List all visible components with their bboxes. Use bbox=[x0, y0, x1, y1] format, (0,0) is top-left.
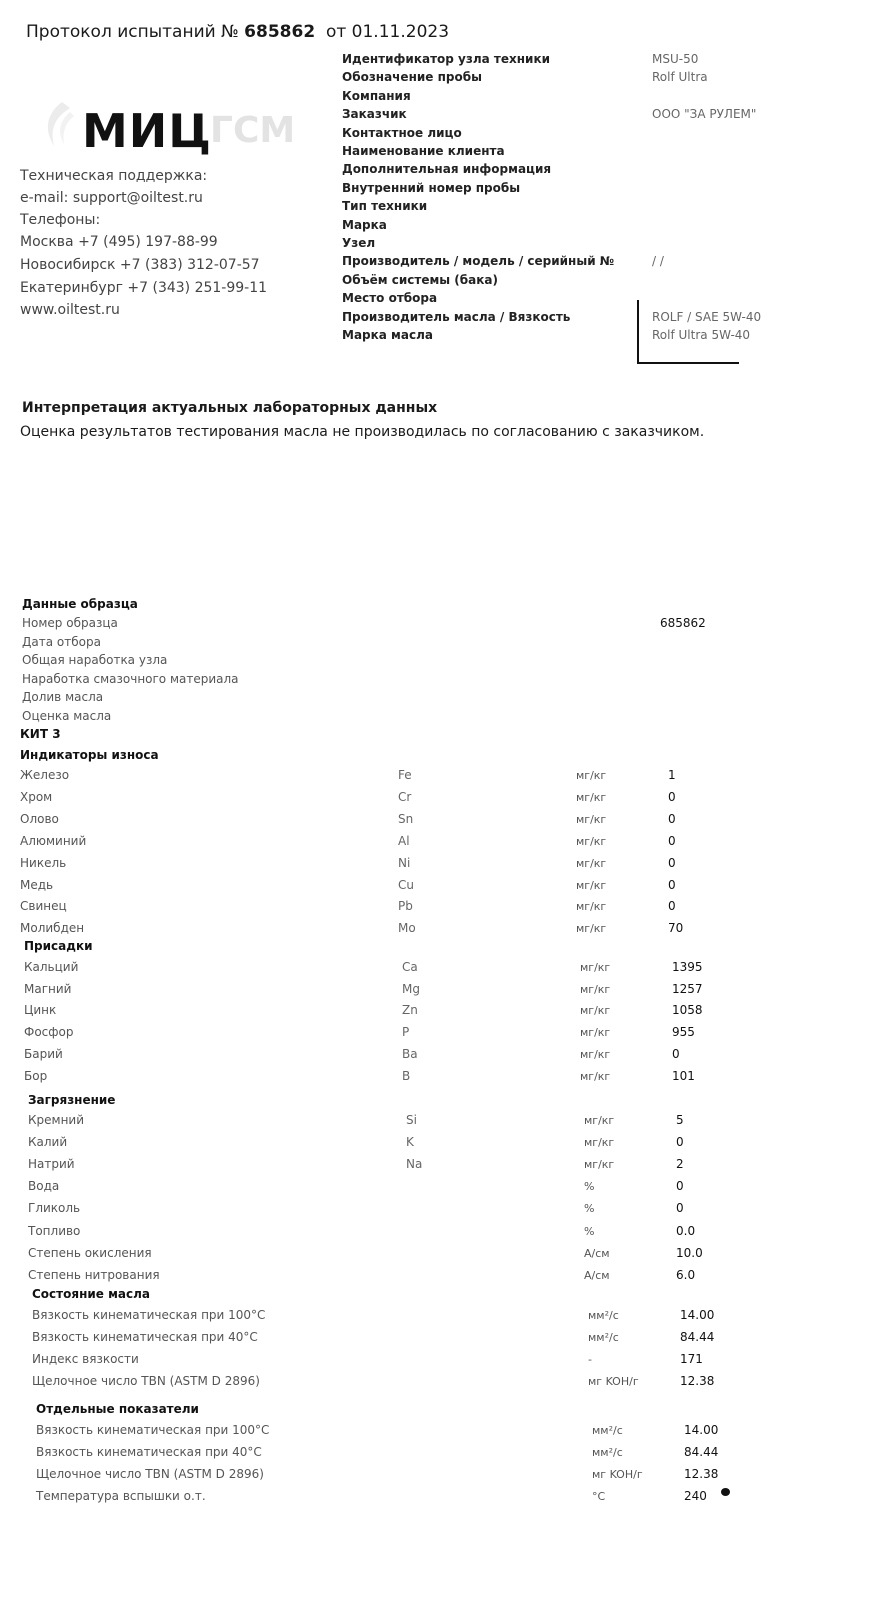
element-symbol: Ba bbox=[402, 1046, 418, 1061]
meta-value: ROLF / SAE 5W-40 bbox=[652, 309, 762, 324]
element-symbol: Ca bbox=[402, 960, 418, 974]
kit-label: КИТ 3 bbox=[20, 727, 61, 741]
parameter-name: Вода bbox=[28, 1179, 60, 1194]
unit-label: мг/кг bbox=[584, 1158, 615, 1172]
element-symbol: Mo bbox=[398, 921, 416, 936]
parameter-name: Вязкость кинематическая при 100°C bbox=[32, 1308, 266, 1322]
parameter-name: Гликоль bbox=[28, 1201, 81, 1216]
sample-heading: Данные образца bbox=[22, 597, 138, 611]
result-value: 14.00 bbox=[680, 1308, 715, 1322]
parameter-name: Кремний bbox=[28, 1113, 85, 1127]
result-value: 70 bbox=[668, 921, 684, 936]
result-value: 6.0 bbox=[676, 1267, 696, 1282]
element-symbol: Mg bbox=[402, 981, 420, 996]
result-value: 0 bbox=[672, 1046, 680, 1061]
parameter-name: Индекс вязкости bbox=[32, 1352, 139, 1366]
result-value: 171 bbox=[680, 1352, 703, 1366]
element-symbol: Cu bbox=[398, 877, 414, 892]
element-symbol: Fe bbox=[398, 768, 412, 782]
handwritten-bracket bbox=[637, 300, 739, 364]
meta-value: Rolf Ultra bbox=[652, 70, 708, 85]
sample-value: 685862 bbox=[660, 616, 706, 630]
unit-label: мг/кг bbox=[576, 812, 607, 826]
meta-label: Марка масла bbox=[342, 328, 433, 342]
meta-value: ООО "ЗА РУЛЕМ" bbox=[652, 107, 757, 122]
sample-label: Оценка масла bbox=[22, 709, 112, 723]
parameter-name: Цинк bbox=[24, 1003, 57, 1018]
protocol-date: от 01.11.2023 bbox=[325, 22, 450, 42]
parameter-name: Хром bbox=[20, 789, 53, 804]
meta-value: MSU-50 bbox=[652, 52, 699, 66]
meta-label: Идентификатор узла техники bbox=[342, 52, 550, 66]
result-value: 0 bbox=[668, 899, 676, 914]
section-heading: Присадки bbox=[24, 939, 93, 953]
unit-label: мг/кг bbox=[576, 900, 607, 914]
contact-line: Екатеринбург +7 (343) 251-99-11 bbox=[20, 280, 268, 296]
element-symbol: Si bbox=[406, 1113, 417, 1127]
unit-label: % bbox=[584, 1180, 595, 1194]
unit-label: мм²/с bbox=[588, 1331, 619, 1344]
parameter-name: Молибден bbox=[20, 921, 85, 936]
meta-label: Обозначение пробы bbox=[342, 70, 482, 85]
unit-label: мг/кг bbox=[576, 922, 607, 936]
parameter-name: Бор bbox=[24, 1068, 48, 1083]
result-value: 0 bbox=[676, 1201, 684, 1216]
result-value: 0 bbox=[668, 789, 676, 804]
meta-label: Место отбора bbox=[342, 291, 438, 306]
result-value: 12.38 bbox=[684, 1467, 719, 1481]
unit-label: - bbox=[588, 1353, 592, 1366]
result-value: 0 bbox=[668, 855, 676, 870]
element-symbol: Al bbox=[398, 833, 410, 848]
meta-label: Дополнительная информация bbox=[342, 162, 552, 177]
unit-label: % bbox=[584, 1224, 595, 1238]
meta-label: Объём системы (бака) bbox=[342, 272, 498, 287]
meta-label: Внутренний номер пробы bbox=[342, 180, 521, 195]
interpretation-text: Оценка результатов тестирования масла не производилась по согласованию с заказчиком. bbox=[20, 424, 705, 440]
unit-label: мг/кг bbox=[576, 856, 607, 870]
result-value: 2 bbox=[676, 1157, 684, 1172]
unit-label: мг/кг bbox=[584, 1136, 615, 1150]
meta-label: Узел bbox=[342, 236, 376, 250]
result-value: 0 bbox=[676, 1179, 684, 1194]
parameter-name: Магний bbox=[24, 981, 72, 996]
result-value: 84.44 bbox=[680, 1330, 715, 1344]
unit-label: мг/кг bbox=[580, 1047, 611, 1061]
parameter-name: Свинец bbox=[20, 899, 67, 914]
meta-label: Компания bbox=[342, 88, 411, 103]
meta-label: Производитель масла / Вязкость bbox=[342, 309, 571, 324]
parameter-name: Натрий bbox=[28, 1157, 75, 1172]
logo-text: МИЦ bbox=[82, 104, 212, 158]
interpretation-heading: Интерпретация актуальных лабораторных данных bbox=[22, 400, 438, 416]
result-value: 14.00 bbox=[684, 1423, 719, 1437]
unit-label: мг/кг bbox=[580, 1069, 611, 1083]
element-symbol: K bbox=[406, 1135, 414, 1150]
unit-label: мм²/с bbox=[588, 1309, 619, 1322]
ink-dot bbox=[721, 1488, 730, 1496]
unit-label: мг/кг bbox=[580, 961, 611, 974]
parameter-name: Вязкость кинематическая при 100°C bbox=[36, 1423, 270, 1437]
parameter-name: Кальций bbox=[24, 960, 79, 974]
contact-line: Новосибирск +7 (383) 312-07-57 bbox=[20, 257, 260, 273]
meta-label: Тип техники bbox=[342, 199, 428, 214]
result-value: 5 bbox=[676, 1113, 684, 1127]
parameter-name: Вязкость кинематическая при 40°C bbox=[36, 1445, 262, 1459]
result-value: 0 bbox=[668, 877, 676, 892]
parameter-name: Никель bbox=[20, 855, 67, 870]
result-value: 1 bbox=[668, 768, 676, 782]
meta-value: Rolf Ultra 5W-40 bbox=[652, 328, 751, 342]
parameter-name: Температура вспышки о.т. bbox=[36, 1489, 206, 1503]
contact-line: Телефоны: bbox=[20, 212, 101, 228]
meta-label: Наименование клиента bbox=[342, 144, 505, 158]
section-heading: Отдельные показатели bbox=[36, 1402, 199, 1416]
protocol-number: 685862 bbox=[244, 22, 316, 42]
unit-label: мг/кг bbox=[576, 834, 607, 848]
section-heading: Состояние масла bbox=[32, 1287, 150, 1301]
parameter-name: Калий bbox=[28, 1135, 68, 1150]
contact-line: Техническая поддержка: bbox=[20, 168, 208, 184]
element-symbol: B bbox=[402, 1068, 411, 1083]
element-symbol: Ni bbox=[398, 855, 411, 870]
parameter-name: Степень нитрования bbox=[28, 1267, 160, 1282]
result-value: 0 bbox=[668, 833, 676, 848]
parameter-name: Вязкость кинематическая при 40°C bbox=[32, 1330, 258, 1344]
unit-label: мг KOH/г bbox=[588, 1375, 639, 1388]
logo-mark-icon bbox=[40, 100, 76, 148]
unit-label: А/см bbox=[584, 1268, 610, 1282]
section-heading: Индикаторы износа bbox=[20, 748, 159, 762]
parameter-name: Фосфор bbox=[24, 1025, 74, 1040]
result-value: 240 bbox=[684, 1489, 707, 1503]
unit-label: мг/кг bbox=[580, 982, 611, 996]
parameter-name: Степень окисления bbox=[28, 1245, 152, 1260]
unit-label: мг KOH/г bbox=[592, 1468, 643, 1481]
parameter-name: Барий bbox=[24, 1046, 63, 1061]
meta-label: Производитель / модель / серийный № bbox=[342, 254, 615, 269]
unit-label: % bbox=[584, 1202, 595, 1216]
result-value: 10.0 bbox=[676, 1245, 703, 1260]
result-value: 1257 bbox=[672, 981, 703, 996]
parameter-name: Железо bbox=[20, 768, 70, 782]
unit-label: мг/кг bbox=[580, 1004, 611, 1018]
document-title: Протокол испытаний № 685862 от 01.11.2023 bbox=[26, 22, 450, 42]
result-value: 1058 bbox=[672, 1003, 703, 1018]
sample-label: Номер образца bbox=[22, 616, 118, 630]
element-symbol: P bbox=[402, 1025, 410, 1040]
sample-label: Наработка смазочного материала bbox=[22, 671, 239, 686]
sample-label: Общая наработка узла bbox=[22, 653, 168, 668]
element-symbol: Sn bbox=[398, 811, 414, 826]
result-value: 84.44 bbox=[684, 1445, 719, 1459]
unit-label: мг/кг bbox=[576, 790, 607, 804]
unit-label: мг/кг bbox=[576, 878, 607, 892]
unit-label: мг/кг bbox=[584, 1114, 615, 1127]
unit-label: мм²/с bbox=[592, 1424, 623, 1437]
section-heading: Загрязнение bbox=[28, 1093, 116, 1107]
parameter-name: Олово bbox=[20, 811, 59, 826]
meta-label: Заказчик bbox=[342, 107, 407, 122]
unit-label: °C bbox=[592, 1490, 606, 1503]
unit-label: А/см bbox=[584, 1246, 610, 1260]
sample-label: Долив масла bbox=[22, 690, 104, 705]
result-value: 0.0 bbox=[676, 1223, 696, 1238]
parameter-name: Топливо bbox=[28, 1223, 81, 1238]
result-value: 12.38 bbox=[680, 1374, 715, 1388]
result-value: 0 bbox=[668, 811, 676, 826]
unit-label: мг/кг bbox=[580, 1026, 611, 1040]
element-symbol: Pb bbox=[398, 899, 413, 914]
sample-label: Дата отбора bbox=[22, 634, 101, 649]
element-symbol: Cr bbox=[398, 789, 412, 804]
result-value: 1395 bbox=[672, 960, 703, 974]
element-symbol: Na bbox=[406, 1157, 423, 1172]
unit-label: мг/кг bbox=[576, 769, 607, 782]
unit-label: мм²/с bbox=[592, 1446, 623, 1459]
meta-label: Марка bbox=[342, 217, 387, 232]
result-value: 955 bbox=[672, 1025, 695, 1040]
parameter-name: Медь bbox=[20, 877, 54, 892]
parameter-name: Алюминий bbox=[20, 833, 87, 848]
logo-faded-text: ГСМ bbox=[210, 110, 296, 151]
meta-value: / / bbox=[652, 254, 664, 269]
contact-line: e-mail: support@oiltest.ru bbox=[20, 190, 203, 206]
parameter-name: Щелочное число TBN (ASTM D 2896) bbox=[32, 1374, 260, 1388]
contact-line: www.oiltest.ru bbox=[20, 302, 120, 318]
result-value: 0 bbox=[676, 1135, 684, 1150]
parameter-name: Щелочное число TBN (ASTM D 2896) bbox=[36, 1467, 264, 1481]
result-value: 101 bbox=[672, 1068, 695, 1083]
meta-label: Контактное лицо bbox=[342, 125, 462, 140]
contact-line: Москва +7 (495) 197-88-99 bbox=[20, 234, 218, 250]
element-symbol: Zn bbox=[402, 1003, 418, 1018]
